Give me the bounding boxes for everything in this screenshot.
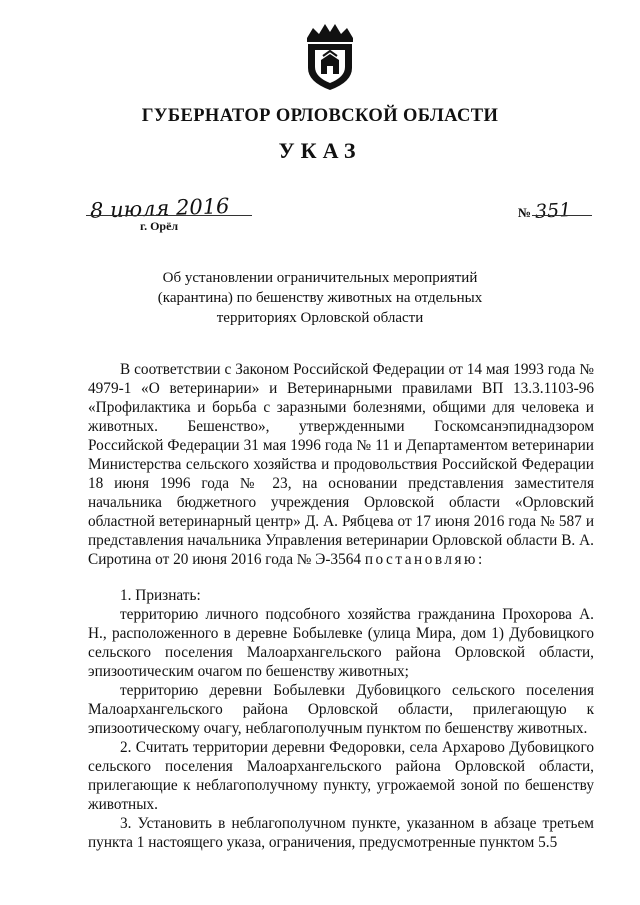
issuer-title: ГУБЕРНАТОР ОРЛОВСКОЙ ОБЛАСТИ	[141, 106, 499, 126]
handwritten-number: 351	[534, 199, 572, 223]
subject-line: Об установлении ограничительных мероприятий	[162, 270, 478, 286]
clause-paragraph: территорию личного подсобного хозяйства гражданина Прохорова А. Н., расположенного в деревне Бобылевке (улица Мира, дом 1) Дубовицкого сельского поселения Малоархангельского района Орловской области, эпизоотическим очагом по бешенству животных;	[88, 606, 594, 680]
subject-line: (карантина) по бешенству животных на отдельных	[157, 290, 483, 306]
city-label: г. Орёл	[140, 219, 179, 233]
preamble-text: В соответствии с Законом Российской Федерации от 14 мая 1993 года № 4979-1 «О ветеринарии» и Ветеринарными правилами ВП 13.3.1103-96 «Профилактика и борьба с заразными болезнями, общими для человека и животных. Бешенство», утвержденными Госкомсанэпиднадзором Российской Федерации 31 мая 1996 года № 11 и Департаментом ветеринарии Министерства сельского хозяйства и продовольствия Российской Федерации 18 июня 1996 года № 23, на основании представления заместителя начальника бюджетного учреждения Орловской области «Орловский областной ветеринарный центр» Д. А. Рябцева от 17 июня 2016 года № 587 и представления начальника Управления ветеринарии Орловской области В. А. Сиротина от 20 июня 2016 года № Э-3564	[88, 361, 594, 568]
coat-of-arms-emblem	[301, 20, 359, 92]
clause-paragraph: 1. Признать:	[120, 587, 201, 604]
preamble-paragraph	[88, 360, 594, 569]
clause-paragraph: 2. Считать территории деревни Федоровки, села Архарово Дубовицкого сельского поселения Малоархангельского района Орловской области, прилегающие к неблагополучному пункту, угрожаемой зоной по бешенству животных.	[88, 739, 594, 813]
number-sign: №	[518, 205, 532, 220]
document-body	[88, 360, 594, 852]
clause-paragraph: территорию деревни Бобылевки Дубовицкого сельского поселения Малоархангельского района Орловской области, прилегающую к эпизоотическому очагу, неблагополучным пунктом по бешенству животных.	[88, 682, 594, 737]
date-underline	[86, 215, 252, 216]
decree-keyword: постановляю:	[364, 551, 485, 568]
document-type-title: УКАЗ	[278, 138, 362, 163]
handwritten-date: 8 июля 2016	[89, 193, 230, 223]
document-number	[518, 200, 571, 222]
clause-paragraph: 3. Установить в неблагополучном пункте, указанном в абзаце третьем пункта 1 настоящего указа, ограничения, предусмотренные пунктом 5.5	[88, 815, 594, 851]
document-subject	[150, 268, 490, 328]
number-underline	[532, 215, 592, 216]
subject-line: территориях Орловской области	[216, 310, 424, 326]
